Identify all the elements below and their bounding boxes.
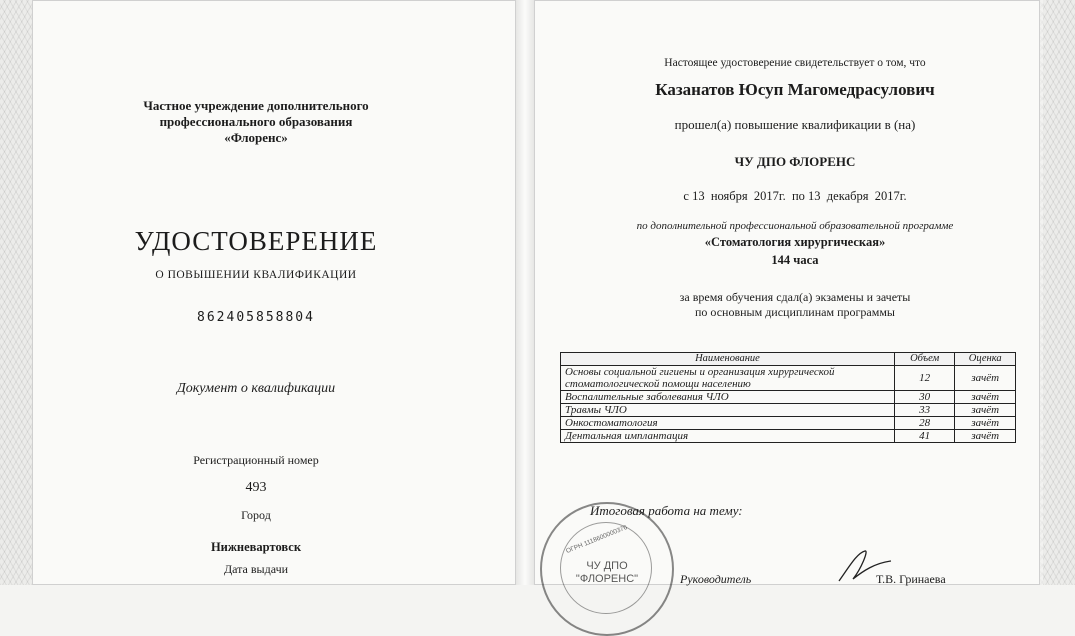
- document-subtitle: О ПОВЫШЕНИИ КВАЛИФИКАЦИИ: [155, 269, 357, 281]
- program-name: «Стоматология хирургическая»: [704, 235, 886, 249]
- discipline-grade: зачёт: [955, 430, 1016, 443]
- table-row: [561, 366, 1016, 391]
- column-header-volume: Объем: [894, 353, 955, 366]
- discipline-name: Воспалительные заболевания ЧЛО: [561, 391, 895, 404]
- table-header-row: [561, 353, 1016, 366]
- center-fold: [516, 0, 534, 585]
- issue-date-label: Дата выдачи: [223, 562, 289, 576]
- serial-number: 862405858804: [197, 310, 315, 325]
- left-page: [32, 0, 516, 585]
- stamp-text-line: "ФЛОРЕНС": [575, 573, 639, 585]
- table-row: [561, 404, 1016, 417]
- final-work-label: Итоговая работа на тему:: [590, 503, 743, 518]
- registration-label: Регистрационный номер: [193, 453, 319, 467]
- head-name: Т.В. Гринаева: [876, 572, 946, 586]
- city-name: Нижневартовск: [210, 540, 302, 554]
- training-dates: с 13 ноября 2017г. по 13 декабря 2017г.: [683, 189, 907, 203]
- document-title: УДОСТОВЕРЕНИЕ: [134, 226, 378, 256]
- discipline-name: Онкостоматология: [561, 417, 895, 430]
- stamp-text-line: ЧУ ДПО: [586, 560, 628, 572]
- discipline-volume: 12: [894, 366, 955, 391]
- left-guilloche-border: [0, 0, 32, 585]
- exams-text-line: по основным дисциплинам программы: [694, 305, 895, 319]
- column-header-name: Наименование: [561, 353, 895, 366]
- organization-stamp: [540, 502, 674, 636]
- organization-name: [96, 98, 416, 146]
- stamp-text: [542, 560, 672, 586]
- table-row: [561, 391, 1016, 404]
- table-row: [561, 430, 1016, 443]
- organization-line: профессионального образования: [159, 114, 353, 129]
- discipline-name: [561, 366, 895, 391]
- passed-text: прошел(а) повышение квалификации в (на): [674, 117, 916, 132]
- discipline-grade: зачёт: [955, 366, 1016, 391]
- discipline-name: Дентальная имплантация: [561, 430, 895, 443]
- discipline-name: Травмы ЧЛО: [561, 404, 895, 417]
- discipline-volume: 33: [894, 404, 955, 417]
- table-row: [561, 417, 1016, 430]
- disciplines-table: [560, 352, 1016, 443]
- discipline-grade: зачёт: [955, 391, 1016, 404]
- city-label: Город: [241, 508, 271, 522]
- intro-text: Настоящее удостоверение свидетельствует о том, что: [664, 57, 926, 69]
- stamp-ogrn: ОГРН 1118600000376: [565, 523, 629, 556]
- column-header-grade: Оценка: [955, 353, 1016, 366]
- program-hours: 144 часа: [771, 253, 819, 267]
- holder-full-name: Казанатов Юсуп Магомедрасулович: [655, 80, 935, 99]
- organization-line: Частное учреждение дополнительного: [143, 98, 369, 113]
- organization-line: «Флоренс»: [224, 130, 288, 145]
- discipline-grade: зачёт: [955, 417, 1016, 430]
- discipline-volume: 30: [894, 391, 955, 404]
- exams-text-line: за время обучения сдал(а) экзамены и зачеты: [679, 290, 911, 304]
- right-guilloche-border: [1043, 0, 1075, 585]
- program-label: по дополнительной профессиональной образовательной программе: [636, 220, 954, 232]
- discipline-volume: 28: [894, 417, 955, 430]
- discipline-volume: 41: [894, 430, 955, 443]
- discipline-grade: зачёт: [955, 404, 1016, 417]
- qualification-document-label: Документ о квалификации: [176, 381, 336, 396]
- registration-number: 493: [245, 480, 267, 495]
- discipline-name-line: Основы социальной гигиены и организация хирургической: [565, 366, 835, 378]
- head-label: Руководитель: [680, 572, 752, 586]
- institution-name: ЧУ ДПО ФЛОРЕНС: [734, 154, 856, 169]
- discipline-name-line: стоматологической помощи населению: [565, 378, 751, 390]
